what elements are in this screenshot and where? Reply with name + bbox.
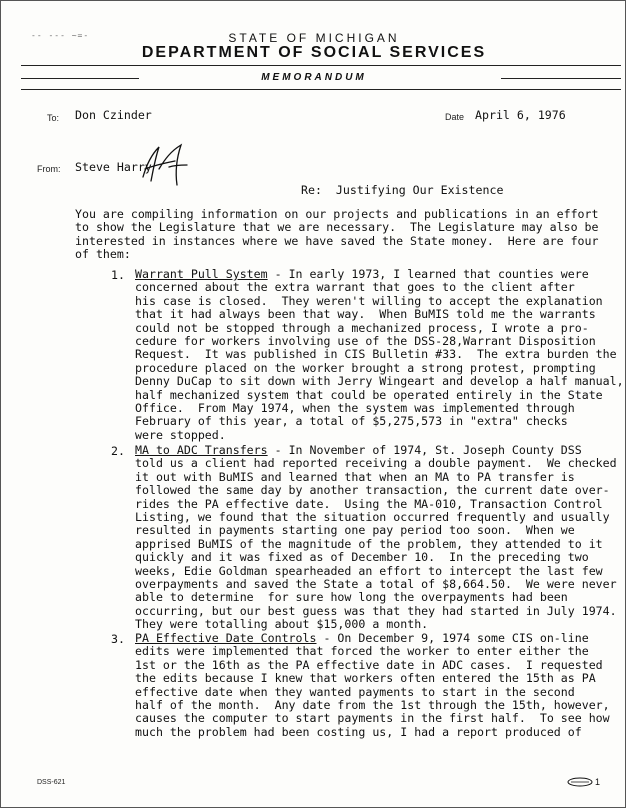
to-label: To: (47, 113, 60, 123)
letterhead-state: STATE OF MICHIGAN (228, 31, 400, 45)
item-line: 1st or the 16th as the PA effective date in ADC cases. I requested (135, 657, 603, 672)
item-line: They were totalling about $15,000 a month. (135, 617, 429, 632)
memo-rule-right (501, 78, 621, 79)
item-line: cedure for workers involving use of the DSS-28,Warrant Disposition (135, 334, 596, 349)
item-line: overpayments and saved the State a total of $8,664.50. We were never (135, 577, 617, 592)
item-line: apprised BuMIS of the magnitude of the problem, they attended to it (135, 536, 603, 551)
list-item-ma-to-adc-transfers (135, 444, 615, 632)
form-number: DSS-621 (37, 779, 66, 786)
intro-paragraph (75, 208, 599, 262)
item-line: resulted in payments starting one pay period too soon. When we (135, 523, 575, 538)
item-line: procedure placed on the worker brought a strong protest, prompting (135, 360, 596, 375)
item-line: able to determine for sure how long the overpayments had been (135, 590, 568, 605)
item-first-line (135, 444, 615, 457)
item-line: occurring, but our best guess was that they had started in July 1974. (135, 603, 617, 618)
item-number: 1. (111, 268, 125, 282)
intro-line: of them: (75, 247, 131, 262)
item-first-rest: - On December 9, 1974 some CIS on-line (316, 631, 589, 645)
item-line: half of the month. Any date from the 1st through the 15th, however, (135, 698, 610, 713)
item-line: quickly and it was fixed as of December 10. In the preceding two (135, 550, 589, 565)
item-line: half mechanized system that could be operated entirely in the State (135, 387, 603, 402)
item-line: Office. From May 1974, when the system was implemented through (135, 401, 575, 416)
union-bug-icon (567, 777, 593, 787)
subject-line: Re: Justifying Our Existence (301, 183, 504, 197)
item-line: February of this year, a total of $5,275,573 in "extra" checks (135, 414, 568, 429)
list-item-pa-effective-date-controls (135, 632, 615, 739)
item-line: were stopped. (135, 427, 226, 442)
letterhead-rule-top (21, 65, 621, 66)
corner-pen-mark: -- --- ~=- (31, 31, 90, 40)
item-line: told us a client had reported receiving a double payment. We checked (135, 456, 617, 471)
item-line: it out with BuMIS and learned that when an MA to PA transfer is (135, 469, 575, 484)
item-first-rest: - In early 1973, I learned that counties were (267, 267, 589, 281)
page-number: 1 (595, 777, 601, 787)
handwritten-initials-signature (129, 143, 193, 189)
list-item-warrant-pull-system (135, 267, 624, 442)
item-line: Request. It was published in CIS Bulletin #33. The extra burden the (135, 347, 617, 362)
item-number: 3. (111, 632, 125, 646)
item-line: Denny DuCap to sit down with Jerry Wingeart and develop a half manual, (135, 374, 624, 389)
item-line: edits were implemented that forced the worker to enter either the (135, 644, 589, 659)
memorandum-label: MEMORANDUM (261, 72, 367, 83)
item-first-line (135, 632, 615, 645)
item-first-rest: - In November of 1974, St. Joseph County DSS (267, 443, 582, 457)
item-line: rides the PA effective date. Using the MA-010, Transaction Control (135, 496, 603, 511)
item-line: much the problem had been costing us, I had a report produced of (135, 724, 582, 739)
from-label: From: (37, 164, 61, 174)
item-line: his case is closed. They weren't willing to accept the explanation (135, 293, 603, 308)
item-line: weeks, Edie Goldman spearheaded an effort to intercept the last few (135, 563, 603, 578)
item-line: concerned about the extra warrant that goes to the client after (135, 280, 575, 295)
item-number: 2. (111, 444, 125, 458)
item-title: Warrant Pull System (135, 267, 268, 281)
item-title: PA Effective Date Controls (135, 631, 317, 645)
intro-line: You are compiling information on our projects and publications in an effort (75, 207, 599, 221)
item-first-line (135, 268, 615, 281)
intro-line: to show the Legislature that we are necessary. The Legislature may also be (75, 220, 599, 235)
letterhead-department: DEPARTMENT OF SOCIAL SERVICES (141, 44, 487, 61)
item-line: that it had always been that way. When BuMIS told me the warrants (135, 307, 596, 322)
from-value: Steve Harry (75, 160, 152, 174)
to-value: Don Czinder (75, 108, 152, 122)
item-title: MA to ADC Transfers (135, 443, 268, 457)
date-value: April 6, 1976 (475, 108, 566, 122)
item-line: could not be stopped through a mechanized process, I wrote a pro- (135, 320, 589, 335)
footer-page-mark (567, 777, 600, 787)
item-line: causes the computer to start payments in the first half. To see how (135, 711, 610, 726)
intro-line: interested in instances where we have saved the State money. Here are four (75, 233, 599, 248)
item-line: the edits because I knew that workers often entered the 15th as PA (135, 671, 596, 686)
item-line: effective date when they wanted payments to start in the second (135, 684, 575, 699)
item-line: Listing, we found that the situation occurred frequently and usually (135, 510, 610, 525)
letterhead-rule-bottom (21, 89, 621, 90)
item-line: followed the same day by another transaction, the current date over- (135, 483, 610, 498)
date-label: Date (445, 112, 465, 122)
